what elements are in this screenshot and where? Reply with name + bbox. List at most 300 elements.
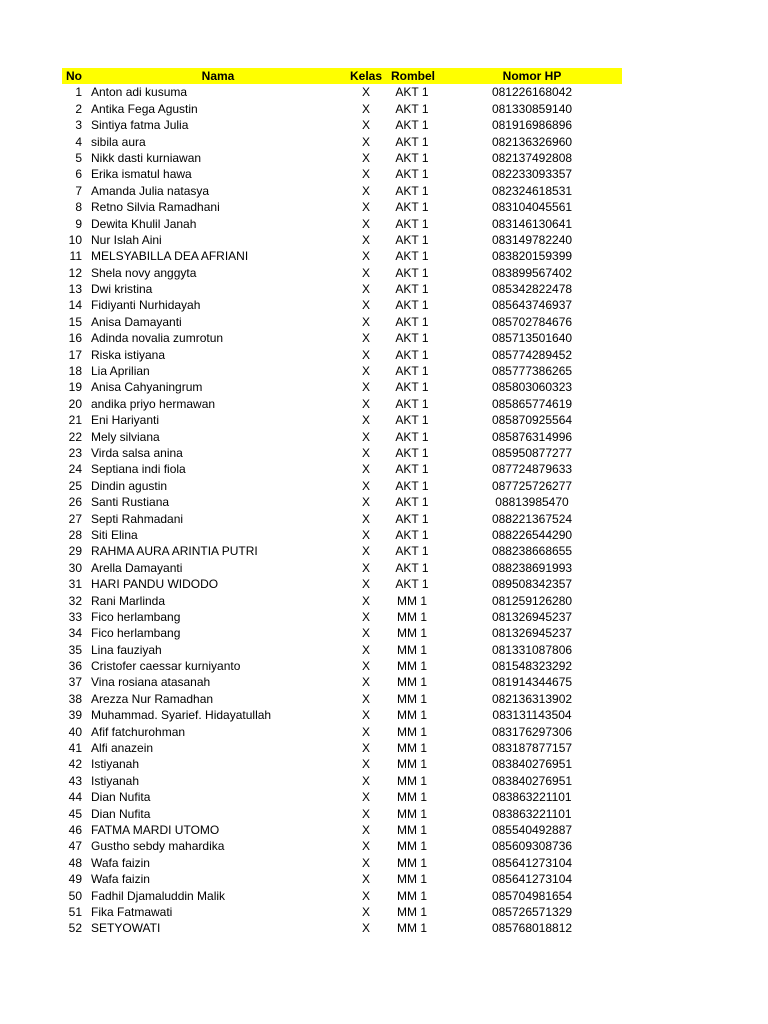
cell-nama: Septiana indi fiola	[91, 462, 186, 477]
cell-kelas: X	[361, 183, 370, 198]
cell-kelas: X	[361, 822, 370, 837]
cell-kelas: X	[361, 462, 370, 477]
cell-no: 52	[68, 921, 82, 936]
table-row	[62, 773, 622, 789]
cell-nama: Antika Fega Agustin	[91, 101, 198, 116]
cell-no: 1	[75, 85, 82, 100]
cell-kelas: X	[361, 904, 370, 919]
table-row	[62, 478, 622, 494]
cell-kelas: X	[361, 921, 370, 936]
header-row	[62, 68, 622, 84]
cell-nama: Lina fauziyah	[91, 642, 162, 657]
cell-kelas: X	[361, 806, 370, 821]
cell-kelas: X	[361, 790, 370, 805]
table-row	[62, 199, 622, 215]
cell-nama: Santi Rustiana	[91, 495, 170, 510]
cell-rombel: AKT 1	[395, 331, 429, 346]
cell-nomor-hp: 081330859140	[491, 101, 573, 116]
header-rombel: Rombel	[390, 69, 435, 83]
cell-nama: Gustho sebdy mahardika	[91, 839, 225, 854]
cell-kelas: X	[361, 232, 370, 247]
cell-nomor-hp: 085726571329	[491, 904, 573, 919]
table-row	[62, 625, 622, 641]
cell-nomor-hp: 085540492887	[491, 822, 573, 837]
cell-nomor-hp: 083820159399	[491, 249, 573, 264]
cell-kelas: X	[361, 593, 370, 608]
cell-no: 40	[68, 724, 82, 739]
cell-nomor-hp: 083899567402	[491, 265, 573, 280]
cell-kelas: X	[361, 642, 370, 657]
cell-rombel: AKT 1	[395, 101, 429, 116]
header-nama: Nama	[201, 69, 235, 83]
cell-rombel: AKT 1	[395, 380, 429, 395]
cell-rombel: MM 1	[397, 806, 427, 821]
table-row	[62, 232, 622, 248]
cell-nama: Anisa Damayanti	[91, 314, 182, 329]
cell-nama: Dian Nufita	[91, 806, 151, 821]
table-row	[62, 593, 622, 609]
table-row	[62, 281, 622, 297]
table-row	[62, 756, 622, 772]
cell-rombel: AKT 1	[395, 134, 429, 149]
table-row	[62, 920, 622, 936]
cell-kelas: X	[361, 495, 370, 510]
cell-nama: Afif fatchurohman	[91, 724, 186, 739]
table-row	[62, 445, 622, 461]
cell-nomor-hp: 085865774619	[491, 396, 573, 411]
table-row	[62, 871, 622, 887]
cell-no: 4	[75, 134, 82, 149]
table-row	[62, 609, 622, 625]
cell-kelas: X	[361, 839, 370, 854]
table-row	[62, 691, 622, 707]
cell-nomor-hp: 085702784676	[491, 314, 573, 329]
table-row	[62, 183, 622, 199]
cell-kelas: X	[361, 445, 370, 460]
cell-kelas: X	[361, 413, 370, 428]
cell-nama: Muhammad. Syarief. Hidayatullah	[91, 708, 272, 723]
cell-rombel: AKT 1	[395, 216, 429, 231]
cell-nama: Arezza Nur Ramadhan	[91, 691, 214, 706]
cell-kelas: X	[361, 85, 370, 100]
cell-nomor-hp: 081226168042	[491, 85, 573, 100]
cell-rombel: MM 1	[397, 724, 427, 739]
cell-no: 32	[68, 593, 82, 608]
cell-rombel: AKT 1	[395, 511, 429, 526]
cell-kelas: X	[361, 364, 370, 379]
cell-no: 45	[68, 806, 82, 821]
cell-no: 29	[68, 544, 82, 559]
cell-rombel: MM 1	[397, 773, 427, 788]
cell-kelas: X	[361, 200, 370, 215]
cell-nomor-hp: 085870925564	[491, 413, 573, 428]
cell-kelas: X	[361, 741, 370, 756]
cell-no: 42	[68, 757, 82, 772]
cell-nama: Fika Fatmawati	[91, 904, 173, 919]
cell-no: 6	[75, 167, 82, 182]
cell-rombel: AKT 1	[395, 577, 429, 592]
table-body	[62, 84, 622, 936]
cell-no: 36	[68, 659, 82, 674]
cell-kelas: X	[361, 150, 370, 165]
cell-nama: sibila aura	[91, 134, 146, 149]
cell-no: 37	[68, 675, 82, 690]
cell-nomor-hp: 088221367524	[491, 511, 573, 526]
table-row	[62, 494, 622, 510]
cell-kelas: X	[361, 609, 370, 624]
table-row	[62, 740, 622, 756]
cell-nama: Retno Silvia Ramadhani	[91, 200, 220, 215]
cell-kelas: X	[361, 347, 370, 362]
cell-nomor-hp: 083863221101	[492, 790, 572, 805]
cell-nama: Virda salsa anina	[91, 445, 183, 460]
table-row	[62, 101, 622, 117]
cell-no: 30	[68, 560, 82, 575]
cell-rombel: AKT 1	[395, 183, 429, 198]
table-row	[62, 855, 622, 871]
cell-rombel: MM 1	[397, 888, 427, 903]
cell-rombel: AKT 1	[395, 347, 429, 362]
cell-nama: Sintiya fatma Julia	[91, 118, 189, 133]
cell-rombel: AKT 1	[395, 495, 429, 510]
cell-nomor-hp: 08813985470	[495, 495, 569, 510]
cell-nomor-hp: 082233093357	[491, 167, 573, 182]
cell-rombel: AKT 1	[395, 462, 429, 477]
cell-no: 44	[68, 790, 82, 805]
cell-no: 8	[75, 200, 82, 215]
cell-nama: HARI PANDU WIDODO	[91, 577, 219, 592]
cell-no: 33	[68, 609, 82, 624]
cell-nomor-hp: 085641273104	[491, 855, 573, 870]
cell-no: 41	[68, 741, 82, 756]
cell-no: 51	[68, 904, 82, 919]
cell-nomor-hp: 088226544290	[491, 527, 573, 542]
table-row	[62, 166, 622, 182]
cell-nama: Fidiyanti Nurhidayah	[91, 298, 201, 313]
cell-kelas: X	[361, 249, 370, 264]
cell-rombel: MM 1	[397, 741, 427, 756]
table-row	[62, 658, 622, 674]
cell-nama: Istiyanah	[91, 773, 140, 788]
cell-nomor-hp: 085713501640	[491, 331, 573, 346]
cell-no: 50	[68, 888, 82, 903]
cell-no: 5	[75, 150, 82, 165]
cell-nomor-hp: 085342822478	[491, 282, 573, 297]
cell-no: 26	[68, 495, 82, 510]
cell-no: 27	[68, 511, 82, 526]
cell-kelas: X	[361, 282, 370, 297]
cell-nomor-hp: 085641273104	[491, 872, 573, 887]
cell-nama: Anisa Cahyaningrum	[91, 380, 203, 395]
cell-nama: Lia Aprilian	[91, 364, 150, 379]
cell-rombel: AKT 1	[395, 544, 429, 559]
cell-rombel: AKT 1	[395, 282, 429, 297]
cell-nama: Adinda novalia zumrotun	[91, 331, 224, 346]
cell-nama: Fico herlambang	[91, 609, 181, 624]
cell-rombel: AKT 1	[395, 364, 429, 379]
table-row	[62, 429, 622, 445]
table-row	[62, 576, 622, 592]
table-row	[62, 888, 622, 904]
cell-nama: Nur Islah Aini	[91, 232, 162, 247]
table-row	[62, 789, 622, 805]
cell-nama: Istiyanah	[91, 757, 140, 772]
cell-nomor-hp: 085609308736	[491, 839, 573, 854]
cell-rombel: AKT 1	[395, 560, 429, 575]
cell-kelas: X	[361, 708, 370, 723]
cell-nama: Amanda Julia natasya	[91, 183, 210, 198]
cell-no: 35	[68, 642, 82, 657]
cell-nama: Fadhil Djamaluddin Malik	[91, 888, 226, 903]
cell-nomor-hp: 081916986896	[491, 118, 573, 133]
table-row	[62, 560, 622, 576]
cell-nomor-hp: 083840276951	[491, 757, 573, 772]
cell-rombel: MM 1	[397, 609, 427, 624]
cell-no: 11	[69, 249, 82, 264]
cell-rombel: MM 1	[397, 675, 427, 690]
cell-no: 18	[68, 364, 82, 379]
cell-no: 16	[68, 331, 82, 346]
cell-rombel: MM 1	[397, 659, 427, 674]
cell-rombel: AKT 1	[395, 298, 429, 313]
cell-nomor-hp: 081548323292	[491, 659, 573, 674]
student-table	[62, 68, 622, 937]
cell-rombel: AKT 1	[395, 445, 429, 460]
cell-nama: RAHMA AURA ARINTIA PUTRI	[91, 544, 258, 559]
cell-no: 10	[68, 232, 82, 247]
cell-nomor-hp: 085768018812	[491, 921, 573, 936]
cell-nomor-hp: 087724879633	[491, 462, 573, 477]
table-row	[62, 543, 622, 559]
cell-nomor-hp: 085777386265	[491, 364, 573, 379]
cell-nama: Riska istiyana	[91, 347, 166, 362]
cell-nama: Fico herlambang	[91, 626, 181, 641]
cell-nama: andika priyo hermawan	[91, 396, 216, 411]
cell-rombel: MM 1	[397, 757, 427, 772]
cell-kelas: X	[361, 544, 370, 559]
cell-nomor-hp: 085643746937	[491, 298, 573, 313]
cell-kelas: X	[361, 659, 370, 674]
cell-kelas: X	[361, 577, 370, 592]
cell-no: 9	[75, 216, 82, 231]
cell-rombel: AKT 1	[395, 249, 429, 264]
cell-kelas: X	[361, 134, 370, 149]
cell-rombel: MM 1	[397, 708, 427, 723]
cell-no: 19	[68, 380, 82, 395]
cell-nomor-hp: 082136313902	[491, 691, 573, 706]
cell-nama: Siti Elina	[91, 527, 138, 542]
cell-nomor-hp: 088238691993	[491, 560, 573, 575]
table-row	[62, 527, 622, 543]
cell-rombel: AKT 1	[395, 396, 429, 411]
cell-no: 48	[68, 855, 82, 870]
table-row	[62, 396, 622, 412]
cell-no: 34	[68, 626, 82, 641]
cell-nomor-hp: 081259126280	[491, 593, 573, 608]
cell-no: 24	[68, 462, 82, 477]
table-row	[62, 216, 622, 232]
cell-rombel: MM 1	[397, 904, 427, 919]
cell-kelas: X	[361, 331, 370, 346]
header-no: No	[66, 69, 82, 83]
cell-nomor-hp: 083104045561	[491, 200, 573, 215]
table-row	[62, 674, 622, 690]
cell-kelas: X	[361, 888, 370, 903]
cell-rombel: AKT 1	[395, 314, 429, 329]
cell-rombel: MM 1	[397, 642, 427, 657]
cell-nomor-hp: 082324618531	[491, 183, 573, 198]
cell-nomor-hp: 089508342357	[491, 577, 573, 592]
cell-nomor-hp: 081326945237	[491, 626, 573, 641]
cell-rombel: MM 1	[397, 626, 427, 641]
cell-no: 31	[68, 577, 82, 592]
cell-nomor-hp: 083187877157	[491, 741, 573, 756]
table-row	[62, 265, 622, 281]
cell-kelas: X	[361, 511, 370, 526]
table-row	[62, 297, 622, 313]
cell-nomor-hp: 085803060323	[491, 380, 573, 395]
cell-nomor-hp: 088238668655	[491, 544, 573, 559]
table-row	[62, 904, 622, 920]
cell-kelas: X	[361, 757, 370, 772]
table-row	[62, 150, 622, 166]
table-row	[62, 724, 622, 740]
cell-kelas: X	[361, 265, 370, 280]
cell-rombel: MM 1	[397, 839, 427, 854]
cell-kelas: X	[361, 118, 370, 133]
cell-nama: Mely silviana	[91, 429, 160, 444]
cell-nama: Dian Nufita	[91, 790, 151, 805]
cell-kelas: X	[361, 380, 370, 395]
cell-rombel: AKT 1	[395, 478, 429, 493]
cell-no: 47	[68, 839, 82, 854]
cell-nomor-hp: 082136326960	[491, 134, 573, 149]
cell-kelas: X	[361, 101, 370, 116]
cell-nama: Dewita Khulil Janah	[91, 216, 197, 231]
cell-nama: Wafa faizin	[91, 855, 150, 870]
cell-kelas: X	[361, 314, 370, 329]
table-row	[62, 134, 622, 150]
header-kelas: Kelas	[349, 69, 383, 83]
cell-nama: Shela novy anggyta	[91, 265, 197, 280]
table-row	[62, 511, 622, 527]
cell-rombel: AKT 1	[395, 527, 429, 542]
cell-nama: Dwi kristina	[91, 282, 153, 297]
cell-no: 28	[68, 527, 82, 542]
table-row	[62, 707, 622, 723]
cell-no: 2	[75, 101, 82, 116]
cell-no: 21	[68, 413, 82, 428]
cell-rombel: AKT 1	[395, 150, 429, 165]
cell-nomor-hp: 083863221101	[492, 806, 572, 821]
cell-no: 20	[68, 396, 82, 411]
cell-kelas: X	[361, 396, 370, 411]
table-row	[62, 84, 622, 100]
cell-nomor-hp: 081326945237	[491, 609, 573, 624]
cell-kelas: X	[361, 724, 370, 739]
cell-rombel: AKT 1	[395, 232, 429, 247]
cell-nomor-hp: 085950877277	[491, 445, 573, 460]
cell-kelas: X	[361, 872, 370, 887]
cell-no: 22	[68, 429, 82, 444]
cell-kelas: X	[361, 560, 370, 575]
cell-nama: Vina rosiana atasanah	[91, 675, 211, 690]
cell-rombel: AKT 1	[395, 265, 429, 280]
table-row	[62, 838, 622, 854]
table-row	[62, 806, 622, 822]
cell-nama: FATMA MARDI UTOMO	[91, 822, 220, 837]
cell-kelas: X	[361, 167, 370, 182]
cell-nama: Anton adi kusuma	[91, 85, 188, 100]
cell-rombel: MM 1	[397, 593, 427, 608]
cell-nama: Rani Marlinda	[91, 593, 166, 608]
cell-no: 3	[75, 118, 82, 133]
cell-nomor-hp: 085774289452	[491, 347, 573, 362]
cell-no: 46	[68, 822, 82, 837]
cell-rombel: MM 1	[397, 855, 427, 870]
cell-nomor-hp: 081331087806	[491, 642, 573, 657]
cell-no: 12	[68, 265, 82, 280]
table-row	[62, 248, 622, 264]
cell-no: 49	[68, 872, 82, 887]
cell-nomor-hp: 082137492808	[491, 150, 573, 165]
cell-no: 15	[68, 314, 82, 329]
table-row	[62, 461, 622, 477]
cell-kelas: X	[361, 478, 370, 493]
cell-rombel: AKT 1	[395, 167, 429, 182]
cell-kelas: X	[361, 855, 370, 870]
cell-kelas: X	[361, 429, 370, 444]
cell-kelas: X	[361, 691, 370, 706]
cell-rombel: AKT 1	[395, 413, 429, 428]
cell-kelas: X	[361, 527, 370, 542]
cell-nama: Eni Hariyanti	[91, 413, 160, 428]
cell-rombel: AKT 1	[395, 200, 429, 215]
cell-rombel: MM 1	[397, 691, 427, 706]
cell-nama: MELSYABILLA DEA AFRIANI	[91, 249, 249, 264]
cell-kelas: X	[361, 773, 370, 788]
cell-rombel: MM 1	[397, 822, 427, 837]
cell-nomor-hp: 083131143504	[492, 708, 572, 723]
cell-rombel: AKT 1	[395, 85, 429, 100]
cell-kelas: X	[361, 298, 370, 313]
table-row	[62, 412, 622, 428]
cell-rombel: MM 1	[397, 872, 427, 887]
header-nomor-hp: Nomor HP	[502, 69, 562, 83]
cell-kelas: X	[361, 216, 370, 231]
cell-nama: SETYOWATI	[91, 921, 161, 936]
cell-nomor-hp: 087725726277	[491, 478, 573, 493]
cell-nama: Erika ismatul hawa	[91, 167, 192, 182]
table-row	[62, 117, 622, 133]
cell-nomor-hp: 083146130641	[491, 216, 573, 231]
cell-rombel: MM 1	[397, 921, 427, 936]
cell-nama: Alfi anazein	[91, 741, 154, 756]
table-row	[62, 379, 622, 395]
cell-nama: Arella Damayanti	[91, 560, 183, 575]
cell-nomor-hp: 081914344675	[491, 675, 573, 690]
cell-nomor-hp: 083840276951	[491, 773, 573, 788]
cell-kelas: X	[361, 675, 370, 690]
cell-no: 25	[68, 478, 82, 493]
cell-kelas: X	[361, 626, 370, 641]
cell-nomor-hp: 085876314996	[491, 429, 573, 444]
table-row	[62, 330, 622, 346]
cell-nomor-hp: 083176297306	[491, 724, 573, 739]
cell-nama: Wafa faizin	[91, 872, 150, 887]
table-row	[62, 314, 622, 330]
cell-nomor-hp: 083149782240	[491, 232, 573, 247]
